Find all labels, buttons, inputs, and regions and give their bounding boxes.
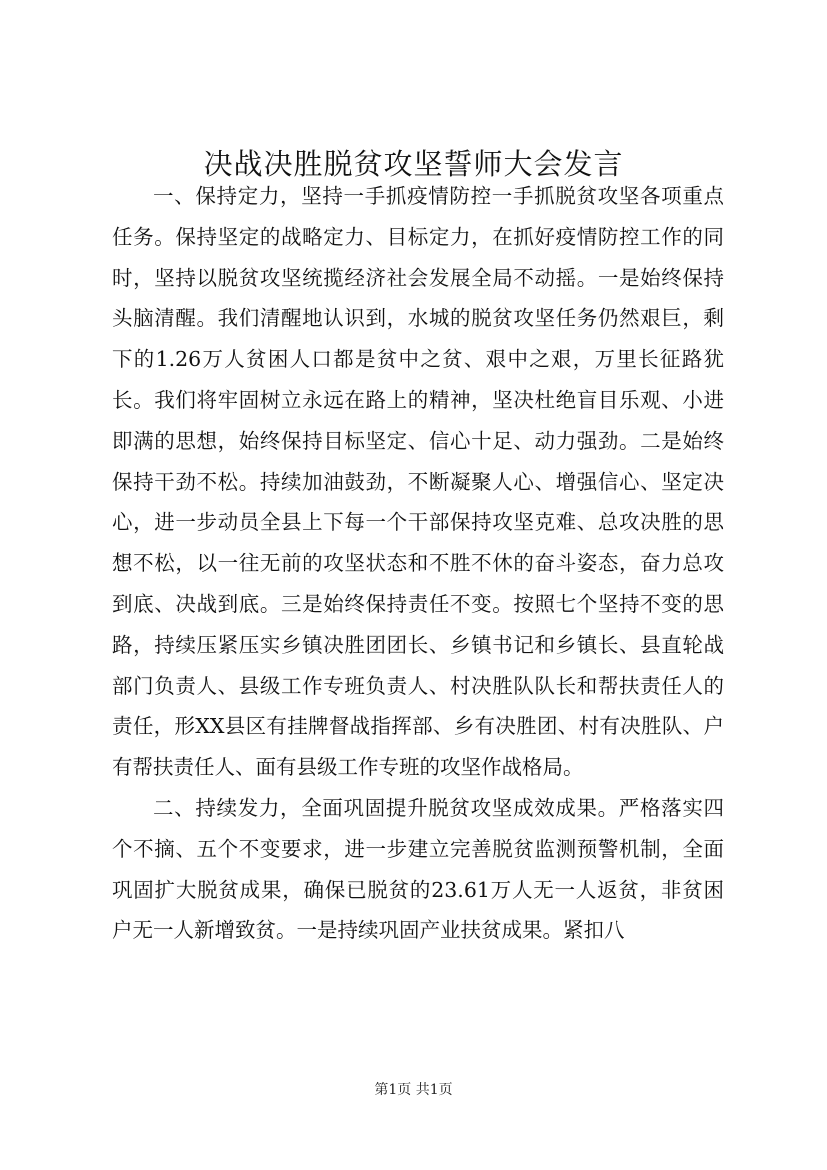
document-title: 决战决胜脱贫攻坚誓师大会发言 xyxy=(203,147,624,181)
paragraph-1: 一、保持定力，坚持一手抓疫情防控一手抓脱贫攻坚各项重点任务。保持坚定的战略定力、目标定力，在抓好疫情防控工作的同时，坚持以脱贫攻坚统揽经济社会发展全局不动摇。一是始终保持头脑清醒。我们清醒地认识到，水城的脱贫攻坚任务仍然艰巨，剩下的1.26万人贫困人口都是贫中之贫、艰中之艰，万里长征路犹长。我们将牢固树立永远在路上的精神，坚决杜绝盲目乐观、小进即满的思想，始终保持目标坚定、信心十足、动力强劲。二是始终保持干劲不松。持续加油鼓劲，不断凝聚人心、增强信心、坚定决心，进一步动员全县上下每一个干部保持攻坚克难、总攻决胜的思想不松，以一往无前的攻坚状态和不胜不休的奋斗姿态，奋力总攻到底、决战到底。三是始终保持责任不变。按照七个坚持不变的思路，持续压紧压实乡镇决胜团团长、乡镇书记和乡镇长、县直轮战部门负责人、县级工作专班负责人、村决胜队队长和帮扶责任人的责任，形XX县区有挂牌督战指挥部、乡有决胜团、村有决胜队、户有帮扶责任人、面有县级工作专班的攻坚作战格局。 xyxy=(112,184,724,780)
document-body xyxy=(112,176,724,951)
page-footer: 第1页 共1页 xyxy=(374,1082,453,1098)
paragraph-2: 二、持续发力，全面巩固提升脱贫攻坚成效成果。严格落实四个不摘、五个不变要求，进一步建立完善脱贫监测预警机制，全面巩固扩大脱贫成果，确保已脱贫的23.61万人无一人返贫，非贫困户无一人新增致贫。一是持续巩固产业扶贫成果。紧扣八 xyxy=(112,795,724,943)
